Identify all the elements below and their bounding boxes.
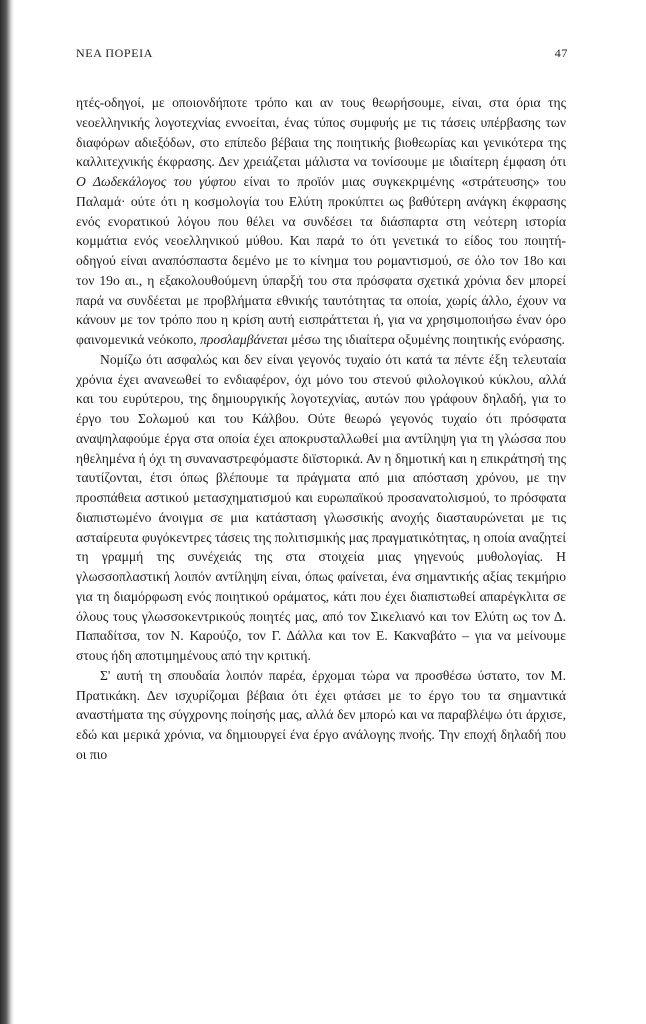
paragraph-3	[76, 666, 566, 765]
paragraph-text: ητές-οδηγοί, με οποιονδήποτε τρόπο και αν τους θεωρήσουμε, είναι, στα όρια της νεοελληνικής λογοτεχνίας εννοείται, ένας τύπος συμφυής με τις τάσεις υπέρβασης των διαφόρων αδιεξόδων, στο επίπεδο βέβαια της ποιητικής βιοθεωρίας και γενικότερα της καλλιτεχνικής έκφρασης. Δεν χρειάζεται μάλιστα να τονίσουμε με ιδιαίτερη έμφαση ότι	[76, 95, 566, 170]
italic-term: προσλαμβάνεται	[200, 332, 288, 347]
paragraph-text: είναι το προϊόν μιας συγκεκριμένης «στράτευσης» του Παλαμά· ούτε ότι η κοσμολογία του Ελύτη προκύπτει ως βαθύτερη ανάγκη έκφρασης ενός ενορατικού λόγου που θέλει να συνδέσει τα διάσπαρτα στη νεότερη ιστορία κομμάτια ενός νεοελληνικού μύθου. Και παρά το ότι γενετικά το είδος του ποιητή-οδηγού είναι αναπόσπαστα δεμένο με το κίνημα του ρομαντισμού, σε όλο τον 18ο και τον 19ο αι., η εξακολουθούμενη ύπαρξή του στα πρόσφατα σχετικά χρόνια δεν μπορεί παρά να συνδέεται με προβλήματα εθνικής ταυτότητας τα οποία, χωρίς άλλο, έχουν να κάνουν με τον τρόπο που η κρίση αυτή εισπράττεται ή, για να χρησιμοποιήσω έναν όρο φαινομενικά νεόκοπο,	[76, 174, 567, 347]
running-header	[76, 46, 568, 61]
paragraph-text: Νομίζω ότι ασφαλώς και δεν είναι γεγονός τυχαίο ότι κατά τα πέντε έξη τελευταία χρόνια έχει ανανεωθεί το ενδιαφέρον, όχι μόνο του στενού φιλολογικού κύκλου, αλλά και του ευρύτερου, της δημιουργικής λογοτεχνίας, αυτών που γράφουν δηλαδή, για το έργο του Σολωμού και του Κάλβου. Ούτε θεωρώ γεγονός τυχαίο ότι πρόσφατα αναψηλαφούμε έργα στα οποία έχει αποκρυσταλλωθεί μια αντίληψη για τη γλώσσα που ηθελημένα ή όχι τη συναναστρεφόμαστε διϊστορικά. Αν η δημοτική και η επικράτησή της ταυτίζονται, έτσι όπως βλέπουμε τα πράγματα από μια απόσταση χρόνου, με την προσπάθεια αστικού μετασχηματισμού και ευρωπαϊκού προσανατολισμού, το πρόσφατα διαπιστωμένο άνοιγμα σε μια κατάσταση γλωσσικής ανοχής διασταυρώνεται με τις ασταίρευτα φυγόκεντρες τάσεις της πολιτισμικής μας πραγματικότητας, η οποία αναζητεί τη γραμμή της συνέχειάς της στα στοιχεία μιας γηγενούς μυθολογίας. Η γλωσσοπλαστική λοιπόν αντίληψη είναι, όπως φαίνεται, ένα σημαντικής αξίας τεκμήριο για τη διαμόρφωση ενός ποιητικού οράματος, κάτι που έχει διαπιστωθεί απαρέγκλιτα σε όλους τους γλωσσοκεντρικούς ποιητές μας, από τον Σικελιανό και τον Ελύτη ως τον Δ. Παπαδίτσα, τον Ν. Καρούζο, τον Γ. Δάλλα και τον Ε. Κακναβάτο – για να μείνουμε στους ήδη αποτιμημένους από την κριτική.	[76, 351, 566, 663]
paragraph-text: μέσω της ιδιαίτερα οξυμένης ποιητικής ενόρασης.	[287, 332, 565, 347]
body-text	[76, 93, 566, 765]
paragraph-1	[76, 93, 566, 350]
italic-title: Ο Δωδεκάλογος του γύφτου	[76, 174, 237, 189]
page-number: 47	[554, 46, 568, 60]
page-binding-edge	[0, 0, 14, 1024]
running-title: ΝΕΑ ΠΟΡΕΙΑ	[76, 46, 153, 60]
paragraph-2	[76, 350, 566, 666]
paragraph-text: Σ' αυτή τη σπουδαία λοιπόν παρέα, έρχομαι τώρα να προσθέσω ύστατο, τον Μ. Πρατικάκη. Δεν ισχυρίζομαι βέβαια ότι έχει φτάσει με το έργο του τα σημαντικά αναστήματα της σύγχρονης ποίησής μας, αλλά δεν μπορώ και να παραβλέψω ότι άρχισε, εδώ και μερικά χρόνια, να δημιουργεί ένα έργο ανάλογης πνοής. Την εποχή δηλαδή που οι πιο	[76, 667, 566, 762]
